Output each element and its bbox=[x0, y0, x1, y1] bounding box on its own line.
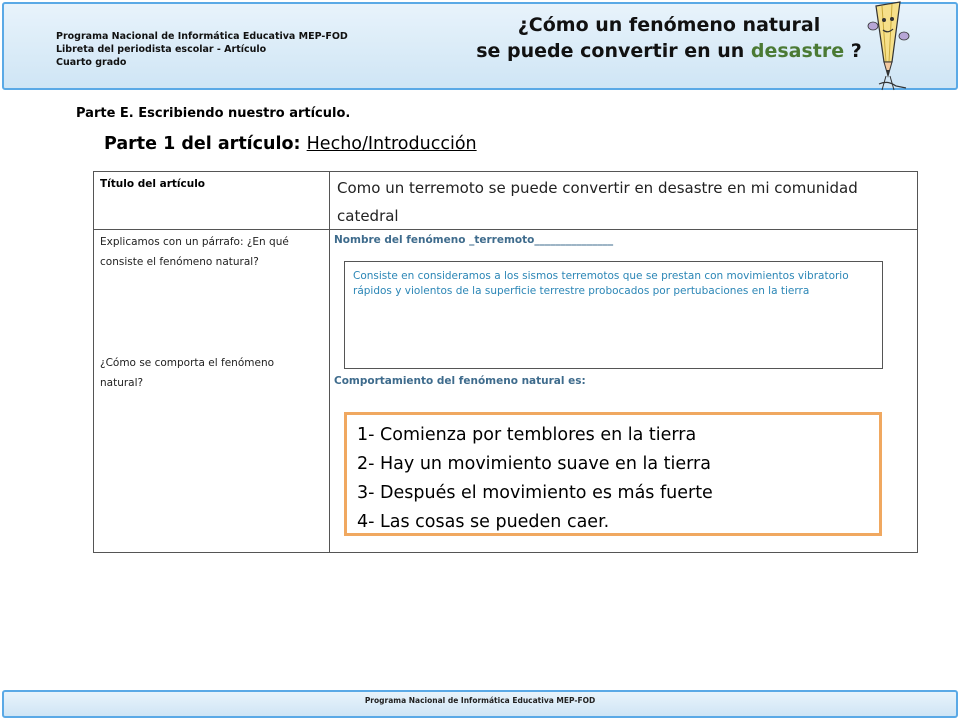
footer-text: Programa Nacional de Informática Educativa MEP-FOD bbox=[364, 696, 596, 705]
list-item: 3- Después el movimiento es más fuerte bbox=[357, 483, 713, 503]
title-line-2-post: ? bbox=[844, 40, 862, 62]
article-title-label: Título del artículo bbox=[100, 178, 206, 190]
definition-box: Consiste en consideramos a los sismos terremotos que se prestan con movimientos vibratorio rápidos y violentos de la superficie terrestre probocados por pertubaciones en la tierra bbox=[344, 261, 883, 369]
pencil-mascot-icon bbox=[862, 0, 932, 95]
phenomenon-name: Nombre del fenómeno _terremoto_______________ bbox=[334, 234, 614, 246]
section-heading: Parte E. Escribiendo nuestro artículo. bbox=[76, 106, 351, 121]
list-item: 4- Las cosas se pueden caer. bbox=[357, 512, 610, 532]
question-behavior: ¿Cómo se comporta el fenómeno natural? bbox=[100, 357, 275, 389]
behavior-label: Comportamiento del fenómeno natural es: bbox=[334, 375, 586, 387]
title-line-2 bbox=[434, 38, 904, 64]
page-title bbox=[434, 12, 904, 64]
list-item: 1- Comienza por temblores en la tierra bbox=[357, 425, 697, 445]
title-line-1: ¿Cómo un fenómeno natural bbox=[517, 14, 821, 36]
list-item: 2- Hay un movimiento suave en la tierra bbox=[357, 454, 711, 474]
behavior-list-box bbox=[344, 412, 882, 536]
header-banner bbox=[2, 2, 958, 90]
article-title-value: Como un terremoto se puede convertir en desastre en mi comunidad catedral bbox=[337, 179, 858, 225]
subsection-value: Hecho/Introducción bbox=[306, 134, 477, 154]
notebook-name: Libreta del periodista escolar - Artículo bbox=[56, 44, 267, 55]
subsection-heading bbox=[104, 134, 477, 154]
title-line-2-pre: se puede convertir en un bbox=[476, 40, 751, 62]
subsection-label: Parte 1 del artículo: bbox=[104, 134, 307, 154]
program-name: Programa Nacional de Informática Educativa MEP-FOD bbox=[56, 31, 348, 42]
title-accent-word: desastre bbox=[750, 40, 845, 62]
grade-name: Cuarto grado bbox=[56, 57, 127, 68]
footer-banner bbox=[2, 690, 958, 718]
program-info bbox=[56, 30, 348, 69]
question-definition: Explicamos con un párrafo: ¿En qué consiste el fenómeno natural? bbox=[100, 236, 289, 268]
